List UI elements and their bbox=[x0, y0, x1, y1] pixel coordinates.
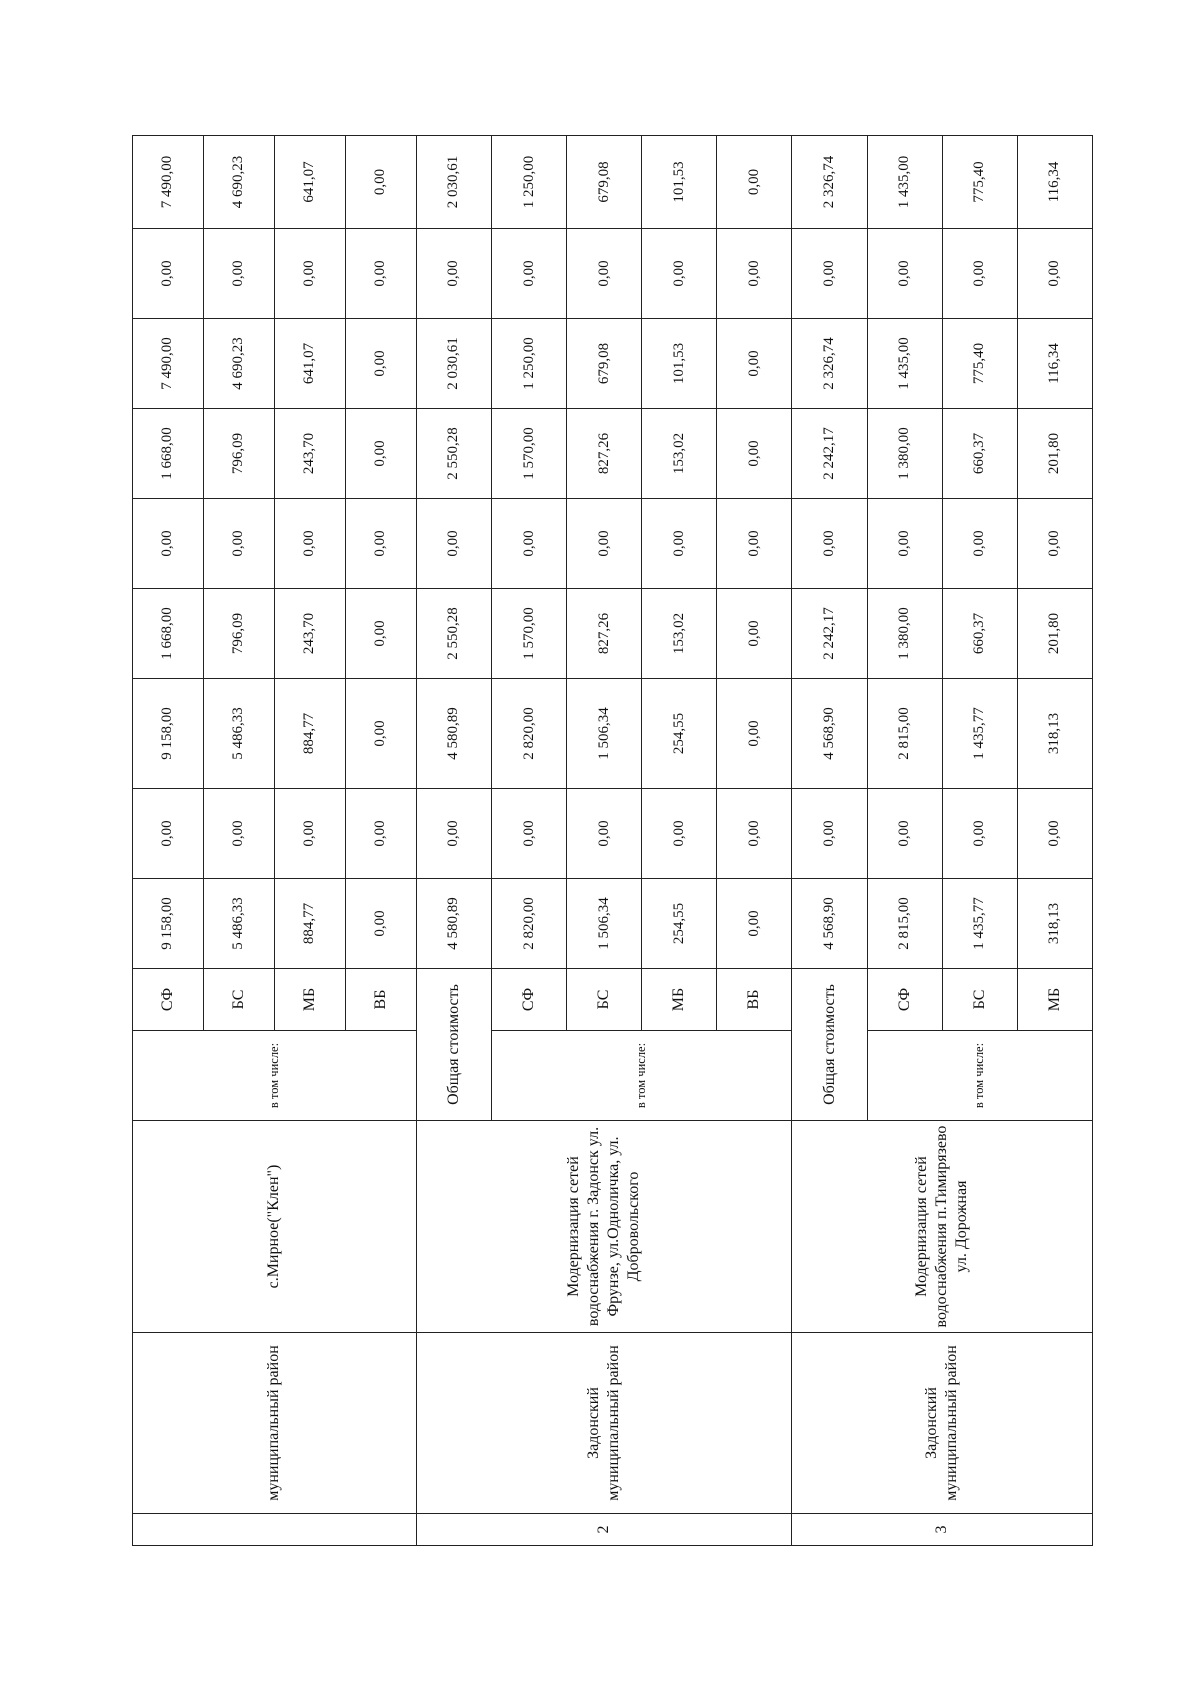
value-cell: 4 580,89 bbox=[416, 679, 491, 789]
value-cell: 0,00 bbox=[416, 789, 491, 879]
value-cell: 0,00 bbox=[274, 789, 345, 879]
value-cell: 0,00 bbox=[1017, 499, 1092, 589]
value-cell: 1 380,00 bbox=[867, 589, 942, 679]
value-cell: 641,07 bbox=[274, 319, 345, 409]
value-cell: 0,00 bbox=[345, 319, 416, 409]
value-cell: 0,00 bbox=[642, 789, 717, 879]
value-cell: 660,37 bbox=[942, 409, 1017, 499]
value-cell: 1 435,77 bbox=[942, 879, 1017, 969]
value-cell: 1 668,00 bbox=[133, 589, 204, 679]
value-cell: 775,40 bbox=[942, 319, 1017, 409]
value-cell: 2 326,74 bbox=[792, 319, 867, 409]
value-cell: 2 030,61 bbox=[416, 136, 491, 229]
value-cell: 243,70 bbox=[274, 589, 345, 679]
value-cell: 0,00 bbox=[133, 499, 204, 589]
source-label: БС bbox=[942, 969, 1017, 1031]
total-cost-label: Общая стоимость bbox=[792, 969, 867, 1121]
value-cell: 0,00 bbox=[491, 789, 566, 879]
value-cell: 1 250,00 bbox=[491, 136, 566, 229]
value-cell: 254,55 bbox=[642, 679, 717, 789]
table-row bbox=[416, 136, 491, 1546]
value-cell: 0,00 bbox=[717, 789, 792, 879]
sub-label-cell: в том числе: bbox=[133, 1031, 417, 1121]
object-cell: Модернизация сетей водоснабжения п.Тимирязево ул. Дорожная bbox=[792, 1121, 1093, 1333]
value-cell: 5 486,33 bbox=[203, 879, 274, 969]
value-cell: 2 030,61 bbox=[416, 319, 491, 409]
value-cell: 1 435,00 bbox=[867, 319, 942, 409]
row-number-cell: 3 bbox=[792, 1514, 1093, 1546]
value-cell: 101,53 bbox=[642, 319, 717, 409]
value-cell: 1 250,00 bbox=[491, 319, 566, 409]
value-cell: 0,00 bbox=[345, 679, 416, 789]
value-cell: 153,02 bbox=[642, 589, 717, 679]
financing-table bbox=[132, 135, 1093, 1546]
row-number-cell bbox=[133, 1514, 417, 1546]
value-cell: 0,00 bbox=[416, 229, 491, 319]
sub-label-cell: в том числе: bbox=[867, 1031, 1092, 1121]
value-cell: 0,00 bbox=[345, 879, 416, 969]
source-label: МБ bbox=[642, 969, 717, 1031]
value-cell: 679,08 bbox=[567, 136, 642, 229]
value-cell: 0,00 bbox=[792, 789, 867, 879]
value-cell: 0,00 bbox=[717, 409, 792, 499]
value-cell: 101,53 bbox=[642, 136, 717, 229]
value-cell: 0,00 bbox=[345, 499, 416, 589]
value-cell: 9 158,00 bbox=[133, 879, 204, 969]
value-cell: 1 380,00 bbox=[867, 409, 942, 499]
value-cell: 0,00 bbox=[203, 499, 274, 589]
row-number-cell: 2 bbox=[416, 1514, 792, 1546]
value-cell: 254,55 bbox=[642, 879, 717, 969]
value-cell: 0,00 bbox=[867, 229, 942, 319]
value-cell: 7 490,00 bbox=[133, 319, 204, 409]
value-cell: 0,00 bbox=[642, 499, 717, 589]
total-cost-label: Общая стоимость bbox=[416, 969, 491, 1121]
value-cell: 4 568,90 bbox=[792, 879, 867, 969]
value-cell: 153,02 bbox=[642, 409, 717, 499]
value-cell: 0,00 bbox=[345, 589, 416, 679]
table-row bbox=[133, 136, 204, 1546]
value-cell: 0,00 bbox=[717, 499, 792, 589]
value-cell: 0,00 bbox=[942, 789, 1017, 879]
value-cell: 2 820,00 bbox=[491, 879, 566, 969]
value-cell: 9 158,00 bbox=[133, 679, 204, 789]
value-cell: 0,00 bbox=[567, 499, 642, 589]
value-cell: 4 580,89 bbox=[416, 879, 491, 969]
value-cell: 2 242,17 bbox=[792, 409, 867, 499]
source-label: МБ bbox=[274, 969, 345, 1031]
value-cell: 318,13 bbox=[1017, 879, 1092, 969]
value-cell: 641,07 bbox=[274, 136, 345, 229]
value-cell: 796,09 bbox=[203, 589, 274, 679]
value-cell: 0,00 bbox=[717, 319, 792, 409]
value-cell: 0,00 bbox=[345, 229, 416, 319]
value-cell: 0,00 bbox=[567, 229, 642, 319]
value-cell: 0,00 bbox=[717, 679, 792, 789]
value-cell: 0,00 bbox=[345, 409, 416, 499]
value-cell: 0,00 bbox=[567, 789, 642, 879]
source-label: ВБ bbox=[717, 969, 792, 1031]
value-cell: 0,00 bbox=[717, 589, 792, 679]
table-row bbox=[792, 136, 867, 1546]
value-cell: 0,00 bbox=[491, 229, 566, 319]
source-label: СФ bbox=[491, 969, 566, 1031]
value-cell: 0,00 bbox=[133, 229, 204, 319]
value-cell: 1 435,00 bbox=[867, 136, 942, 229]
value-cell: 1 570,00 bbox=[491, 589, 566, 679]
source-label: БС bbox=[203, 969, 274, 1031]
value-cell: 4 690,23 bbox=[203, 319, 274, 409]
value-cell: 0,00 bbox=[274, 229, 345, 319]
value-cell: 243,70 bbox=[274, 409, 345, 499]
value-cell: 0,00 bbox=[491, 499, 566, 589]
value-cell: 0,00 bbox=[867, 499, 942, 589]
source-label: ВБ bbox=[345, 969, 416, 1031]
value-cell: 7 490,00 bbox=[133, 136, 204, 229]
value-cell: 0,00 bbox=[345, 136, 416, 229]
value-cell: 2 242,17 bbox=[792, 589, 867, 679]
value-cell: 2 326,74 bbox=[792, 136, 867, 229]
value-cell: 0,00 bbox=[345, 789, 416, 879]
value-cell: 0,00 bbox=[203, 789, 274, 879]
value-cell: 827,26 bbox=[567, 409, 642, 499]
value-cell: 0,00 bbox=[416, 499, 491, 589]
value-cell: 0,00 bbox=[274, 499, 345, 589]
source-label: МБ bbox=[1017, 969, 1092, 1031]
value-cell: 1 668,00 bbox=[133, 409, 204, 499]
value-cell: 1 435,77 bbox=[942, 679, 1017, 789]
value-cell: 0,00 bbox=[1017, 789, 1092, 879]
value-cell: 116,34 bbox=[1017, 319, 1092, 409]
value-cell: 0,00 bbox=[792, 499, 867, 589]
source-label: СФ bbox=[867, 969, 942, 1031]
object-cell: Модернизация сетей водоснабжения г. Задонск ул. Фрунзе, ул.Одноличка, ул. Добровольского bbox=[416, 1121, 792, 1333]
value-cell: 796,09 bbox=[203, 409, 274, 499]
value-cell: 0,00 bbox=[1017, 229, 1092, 319]
value-cell: 775,40 bbox=[942, 136, 1017, 229]
value-cell: 660,37 bbox=[942, 589, 1017, 679]
district-cell: Задонский муниципальный район bbox=[416, 1333, 792, 1514]
source-label: СФ bbox=[133, 969, 204, 1031]
value-cell: 0,00 bbox=[942, 229, 1017, 319]
value-cell: 2 820,00 bbox=[491, 679, 566, 789]
value-cell: 2 550,28 bbox=[416, 409, 491, 499]
sub-label-cell: в том числе: bbox=[491, 1031, 792, 1121]
value-cell: 318,13 bbox=[1017, 679, 1092, 789]
value-cell: 827,26 bbox=[567, 589, 642, 679]
value-cell: 884,77 bbox=[274, 879, 345, 969]
district-cell: муниципальный район bbox=[133, 1333, 417, 1514]
value-cell: 1 506,34 bbox=[567, 879, 642, 969]
value-cell: 0,00 bbox=[133, 789, 204, 879]
value-cell: 0,00 bbox=[717, 229, 792, 319]
rotated-page bbox=[132, 136, 1093, 1546]
object-cell: с.Мирное("Клен") bbox=[133, 1121, 417, 1333]
value-cell: 884,77 bbox=[274, 679, 345, 789]
value-cell: 201,80 bbox=[1017, 589, 1092, 679]
value-cell: 0,00 bbox=[942, 499, 1017, 589]
value-cell: 4 568,90 bbox=[792, 679, 867, 789]
value-cell: 1 506,34 bbox=[567, 679, 642, 789]
value-cell: 0,00 bbox=[642, 229, 717, 319]
source-label: БС bbox=[567, 969, 642, 1031]
value-cell: 0,00 bbox=[717, 879, 792, 969]
value-cell: 1 570,00 bbox=[491, 409, 566, 499]
value-cell: 4 690,23 bbox=[203, 136, 274, 229]
value-cell: 0,00 bbox=[867, 789, 942, 879]
value-cell: 201,80 bbox=[1017, 409, 1092, 499]
value-cell: 0,00 bbox=[717, 136, 792, 229]
value-cell: 2 815,00 bbox=[867, 879, 942, 969]
value-cell: 116,34 bbox=[1017, 136, 1092, 229]
value-cell: 679,08 bbox=[567, 319, 642, 409]
district-cell: Задонский муниципальный район bbox=[792, 1333, 1093, 1514]
value-cell: 0,00 bbox=[203, 229, 274, 319]
value-cell: 2 815,00 bbox=[867, 679, 942, 789]
value-cell: 0,00 bbox=[792, 229, 867, 319]
value-cell: 2 550,28 bbox=[416, 589, 491, 679]
value-cell: 5 486,33 bbox=[203, 679, 274, 789]
